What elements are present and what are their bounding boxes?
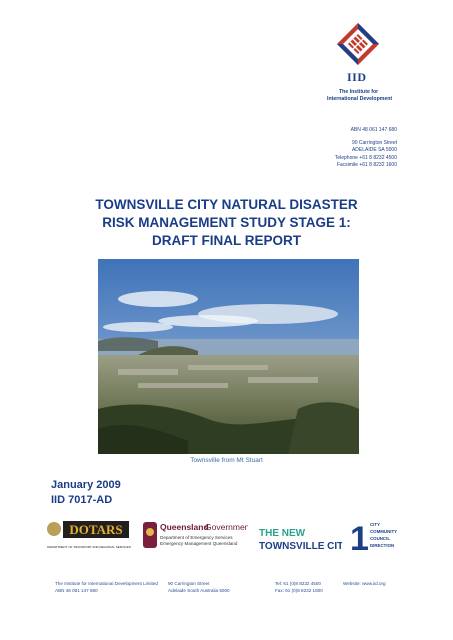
logo-subtitle-line1: The Institute for	[339, 89, 379, 95]
ccd-line1: CITY	[370, 522, 381, 527]
facsimile-text: Facsimile +61 8 8232 1600	[336, 161, 397, 168]
footer-fax: Fax: 61 (0)8 8232 1600	[275, 587, 323, 593]
footer-org: The Institute for International Development Limited	[55, 581, 158, 586]
street-text: 90 Carrington Street	[351, 140, 397, 147]
iid-logo	[327, 22, 407, 103]
footer-address-column	[168, 581, 230, 594]
cover-photo	[98, 259, 359, 454]
report-date: January 2009	[51, 479, 121, 491]
crest-icon	[47, 522, 61, 536]
report-date-block	[51, 478, 121, 508]
footer-website[interactable]: Website: www.iid.org	[343, 581, 386, 586]
ccd-line4: DIRECTION	[370, 543, 395, 548]
footer-street: 90 Carrington Street	[168, 581, 210, 586]
city-text: ADELAIDE SA 5000	[351, 147, 397, 154]
new-townsville-city-logo	[258, 525, 342, 552]
footer-org-column	[55, 581, 158, 594]
footer-city: Adelaide South Australia 5000	[168, 587, 230, 593]
logo-subtitle-line2: International Development	[327, 96, 393, 102]
address-block	[335, 127, 397, 169]
ntc-line1: THE NEW	[259, 528, 306, 539]
footer-website-column	[343, 581, 386, 588]
footer-contact-column	[275, 581, 323, 594]
qld-government: Government	[205, 522, 248, 532]
dotars-name: DOTARS	[69, 522, 123, 537]
city-community-council-direction-logo	[350, 518, 400, 554]
ccd-line3: COUNCIL	[370, 536, 391, 541]
title-line-3: DRAFT FINAL REPORT	[152, 233, 301, 248]
ccd-line2: COMMUNITY	[370, 529, 398, 534]
title-line-2: RISK MANAGEMENT STUDY STAGE 1:	[102, 215, 351, 230]
queensland-government-logo	[143, 520, 248, 552]
dotars-subtitle: DEPARTMENT OF TRANSPORT AND REGIONAL SERVICES	[47, 545, 131, 549]
report-code: IID 7017-AD	[51, 494, 113, 506]
iid-diamond-icon	[335, 22, 381, 66]
dotars-logo	[46, 518, 132, 552]
footer-tel: Tel: 61 (0)8 8232 4500	[275, 581, 321, 586]
logo-name: IID	[347, 70, 367, 84]
qld-name: Queensland	[160, 522, 209, 532]
ntc-line2: TOWNSVILLE CITY	[259, 541, 342, 552]
qld-dept-line2: Emergency Management Queensland	[160, 541, 238, 546]
logo-subtitle	[327, 89, 407, 103]
ccd-numeral: 1	[350, 520, 369, 554]
footer-abn: ABN 48 061 147 680	[55, 587, 98, 593]
abn-text: ABN 48 061 147 680	[350, 127, 397, 133]
photo-caption: Townsville from Mt Stuart	[190, 457, 263, 464]
qld-dept-line1: Department of Emergency Services	[160, 535, 233, 540]
title-line-1: TOWNSVILLE CITY NATURAL DISASTER	[95, 197, 358, 212]
report-title	[0, 196, 453, 250]
telephone-text: Telephone +61 8 8232 4500	[334, 154, 397, 161]
